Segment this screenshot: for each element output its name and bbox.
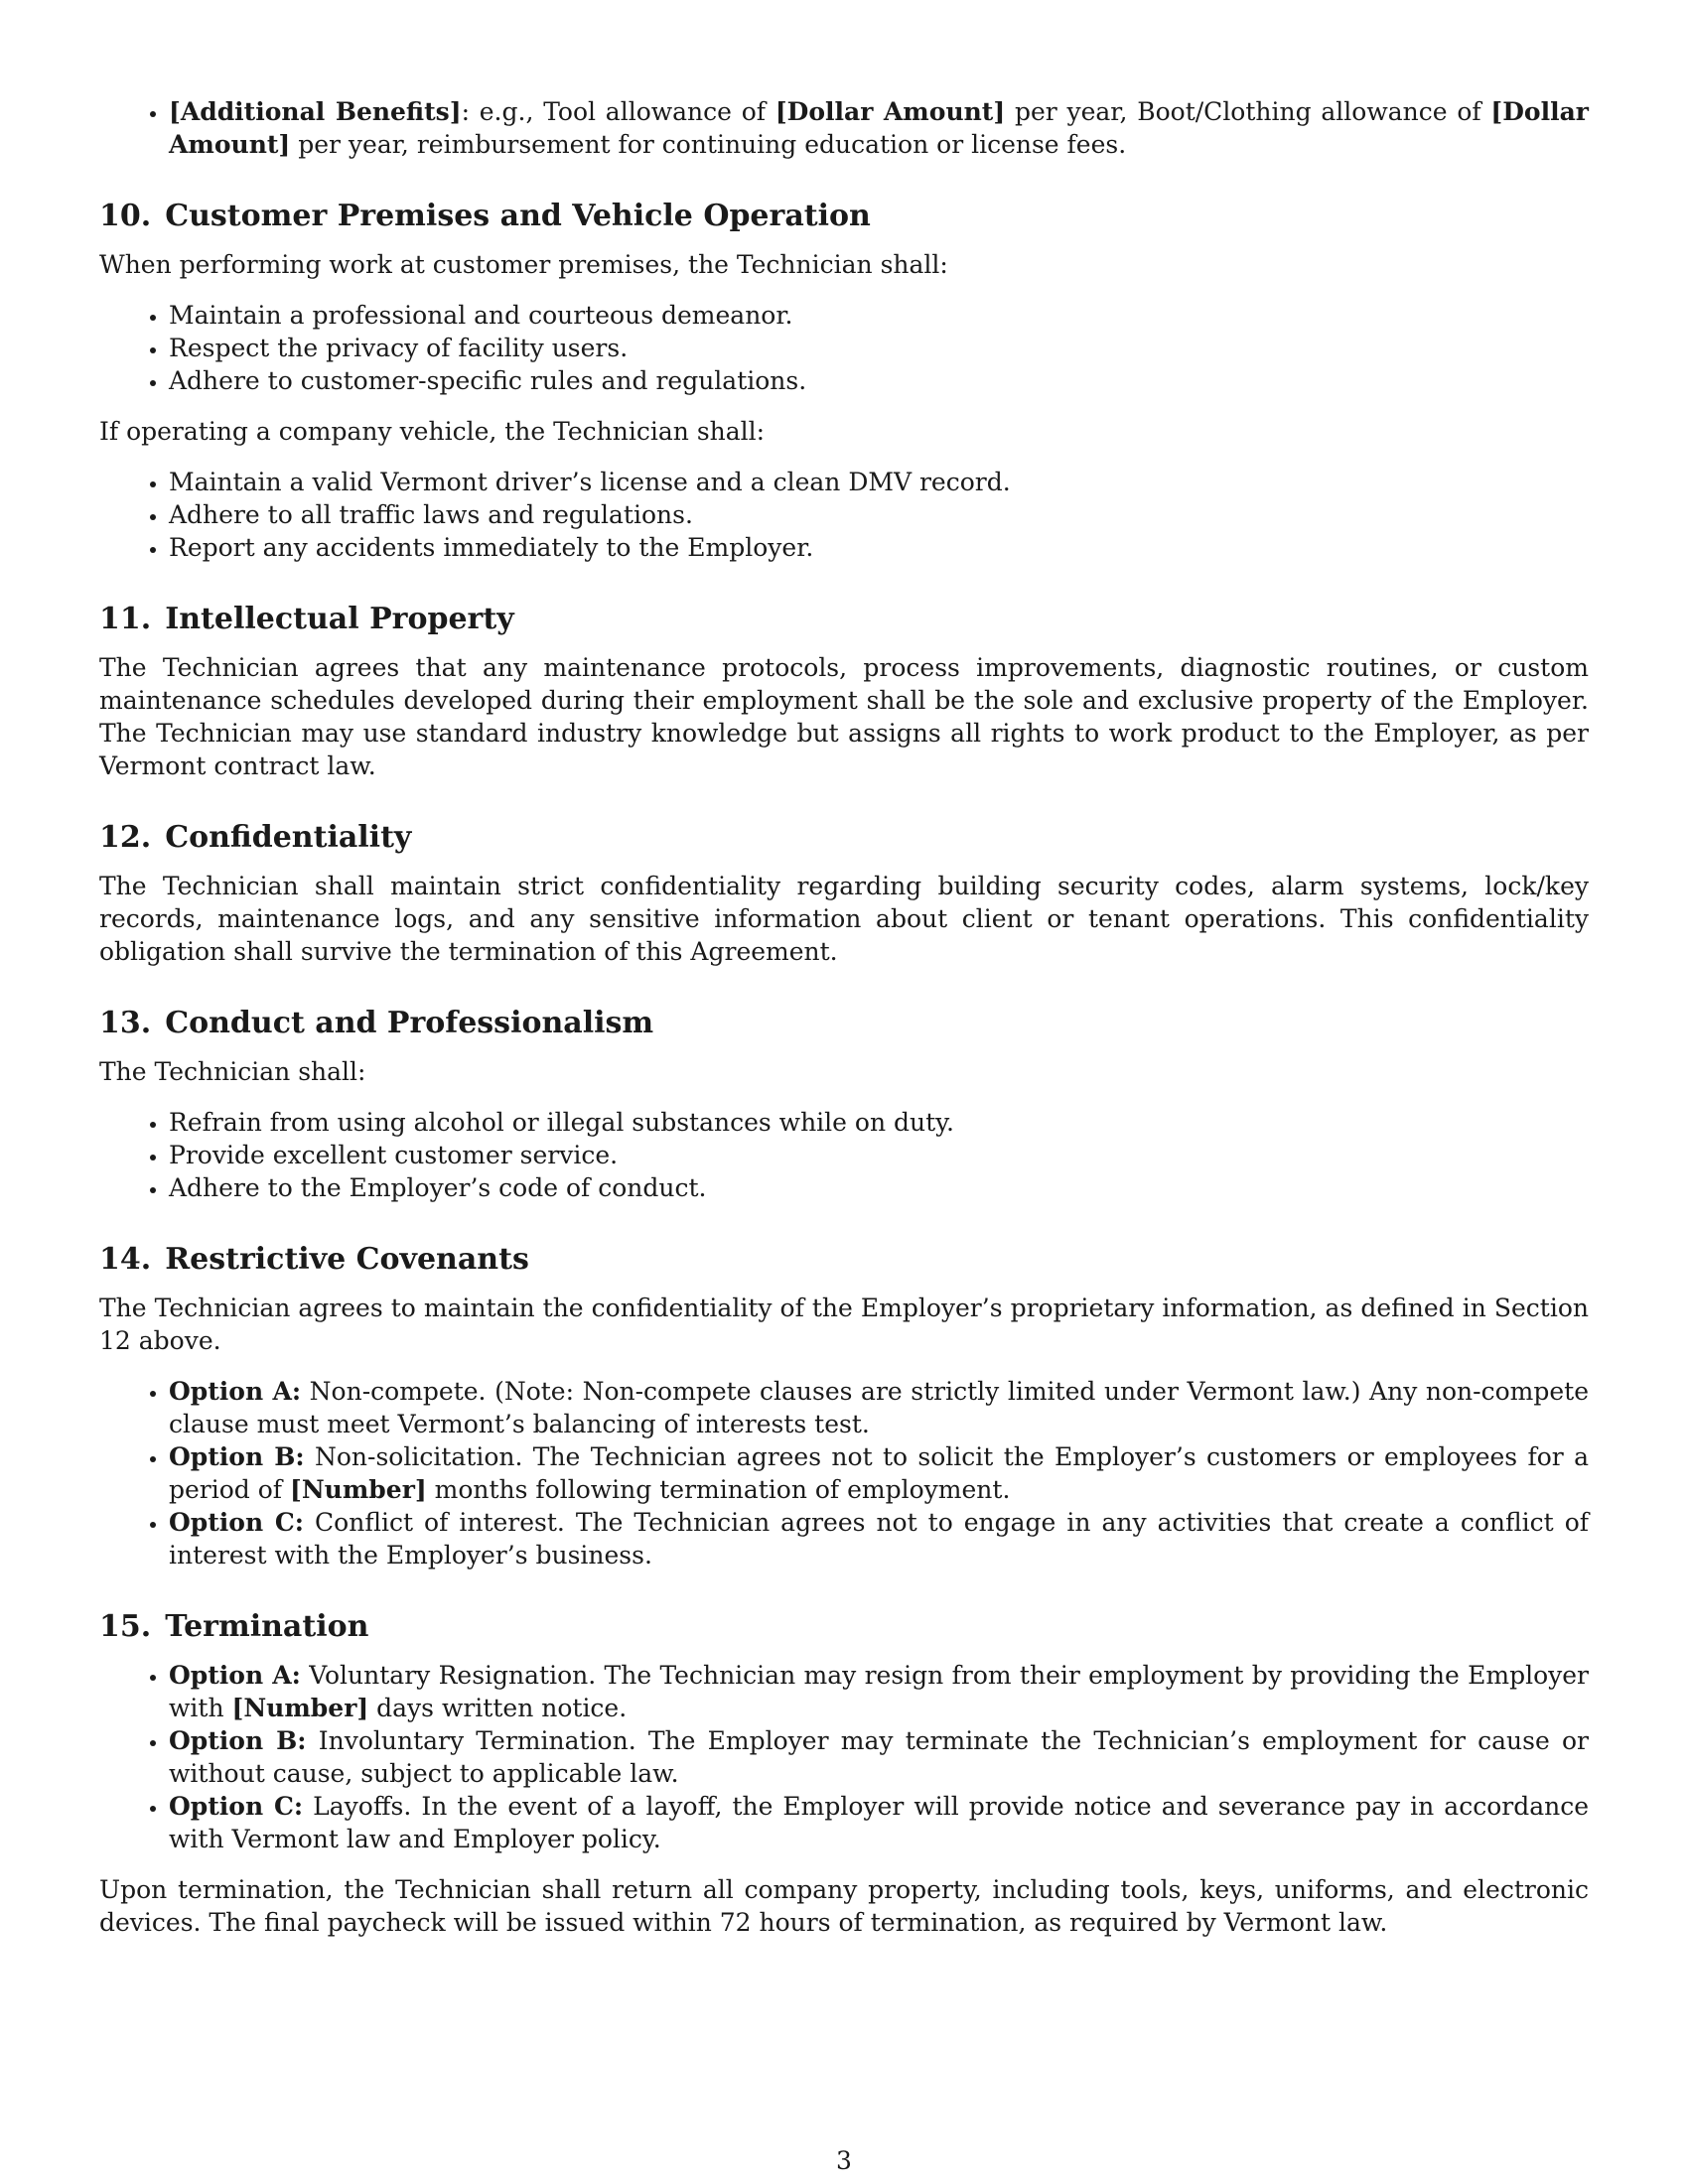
bold-term: [Number]	[290, 1475, 427, 1504]
list-item	[169, 1375, 1589, 1440]
benefits-list	[99, 95, 1589, 161]
section-10	[99, 197, 1589, 564]
text-span: days written notice.	[368, 1694, 628, 1722]
text-span: per year, Boot/Clothing allowance of	[1005, 97, 1491, 126]
list-item	[169, 1659, 1589, 1724]
section-14	[99, 1240, 1589, 1571]
list-item: • Adhere to all traffic laws and regulations.	[169, 498, 1589, 531]
option-label: Option C:	[169, 1508, 305, 1537]
section-title: Conduct and Professionalism	[165, 1006, 654, 1040]
section-heading	[99, 600, 1589, 639]
paragraph: Upon termination, the Technician shall return all company property, including tools, keys, uniforms, and electronic devices. The final paycheck will be issued within 72 hours of termination, as required by Vermont law.	[99, 1875, 1589, 1937]
section-number: 14.	[99, 1242, 152, 1277]
options-list	[99, 1375, 1589, 1571]
section-heading	[99, 818, 1589, 858]
section-number: 12.	[99, 820, 152, 855]
option-label: Option B:	[169, 1442, 305, 1471]
text-span: Conflict of interest. The Technician agrees not to engage in any activities that create a conflict of interest with the Employer’s business.	[169, 1508, 1589, 1570]
options-list	[99, 1659, 1589, 1855]
section-title: Intellectual Property	[165, 602, 514, 636]
bullet-list	[99, 1106, 1589, 1204]
paragraph: The Technician agrees to maintain the confidentiality of the Employer’s proprietary information, as defined in Section 12 above.	[99, 1294, 1589, 1355]
section-heading	[99, 197, 1589, 236]
text-span: Involuntary Termination. The Employer may terminate the Technician’s employment for cause or without cause, subject to applicable law.	[169, 1726, 1590, 1788]
section-number: 10.	[99, 199, 152, 233]
list-item: • Refrain from using alcohol or illegal substances while on duty.	[169, 1106, 1589, 1139]
paragraph: If operating a company vehicle, the Technician shall:	[99, 417, 766, 446]
section-11	[99, 600, 1589, 782]
section-title: Customer Premises and Vehicle Operation	[165, 199, 871, 233]
paragraph: The Technician shall:	[99, 1057, 366, 1086]
bold-term: [Dollar Amount]	[169, 97, 1589, 159]
list-item: • Respect the privacy of facility users.	[169, 332, 1589, 364]
paragraph: The Technician agrees that any maintenance protocols, process improvements, diagnostic routines, or custom maintenance schedules developed during their employment shall be the sole and exclusive property of the Employer. The Technician may use standard industry knowledge but assigns all rights to work product to the Employer, as per Vermont contract law.	[99, 653, 1589, 780]
list-item	[169, 95, 1589, 161]
list-item	[169, 1506, 1589, 1571]
text-span: Voluntary Resignation. The Technician may resign from their employment by providing the Employer with	[169, 1661, 1590, 1722]
section-title: Restrictive Covenants	[165, 1242, 529, 1277]
option-label: Option C:	[169, 1792, 304, 1821]
section-number: 15.	[99, 1609, 152, 1644]
text-span: Non-solicitation. The Technician agrees not to solicit the Employer’s customers or employees for a period of	[169, 1442, 1589, 1504]
section-heading	[99, 1240, 1589, 1280]
section-heading	[99, 1004, 1589, 1043]
section-15	[99, 1607, 1589, 1939]
bold-term: [Additional Benefits]	[169, 97, 462, 126]
option-label: Option B:	[169, 1726, 307, 1755]
text-span: : e.g., Tool allowance of	[461, 97, 775, 126]
list-item: • Adhere to customer-specific rules and regulations.	[169, 364, 1589, 397]
list-item	[169, 1440, 1589, 1506]
text-span: Non-compete. (Note: Non-compete clauses are strictly limited under Vermont law.) Any non-compete clause must meet Vermont’s balancing of interests test.	[169, 1377, 1589, 1438]
section-12	[99, 818, 1589, 968]
list-item: • Adhere to the Employer’s code of conduct.	[169, 1171, 1589, 1204]
paragraph: The Technician shall maintain strict confidentiality regarding building security codes, alarm systems, lock/key records, maintenance logs, and any sensitive information about client or tenant operations. This confidentiality obligation shall survive the termination of this Agreement.	[99, 872, 1589, 966]
page-number: 3	[836, 2146, 852, 2175]
section-title: Termination	[165, 1609, 369, 1644]
list-item	[169, 1724, 1589, 1790]
text-span: per year, reimbursement for continuing education or license fees.	[290, 130, 1127, 159]
section-number: 13.	[99, 1006, 152, 1040]
section-heading	[99, 1607, 1589, 1647]
list-item: • Maintain a valid Vermont driver’s license and a clean DMV record.	[169, 466, 1589, 498]
list-item: • Maintain a professional and courteous demeanor.	[169, 299, 1589, 332]
bold-term: [Number]	[231, 1694, 369, 1722]
paragraph: When performing work at customer premises, the Technician shall:	[99, 250, 948, 279]
list-item	[169, 1790, 1589, 1855]
list-item: • Provide excellent customer service.	[169, 1139, 1589, 1171]
bold-term: [Dollar Amount]	[774, 97, 1006, 126]
list-item: • Report any accidents immediately to the Employer.	[169, 531, 1589, 564]
option-label: Option A:	[169, 1377, 302, 1406]
text-span: months following termination of employment.	[426, 1475, 1011, 1504]
bullet-list	[99, 299, 1589, 397]
option-label: Option A:	[169, 1661, 301, 1690]
section-title: Confidentiality	[165, 820, 412, 855]
section-number: 11.	[99, 602, 152, 636]
bullet-list	[99, 466, 1589, 564]
section-13	[99, 1004, 1589, 1204]
text-span: Layoffs. In the event of a layoff, the Employer will provide notice and severance pay in accordance with Vermont law and Employer policy.	[169, 1792, 1589, 1853]
